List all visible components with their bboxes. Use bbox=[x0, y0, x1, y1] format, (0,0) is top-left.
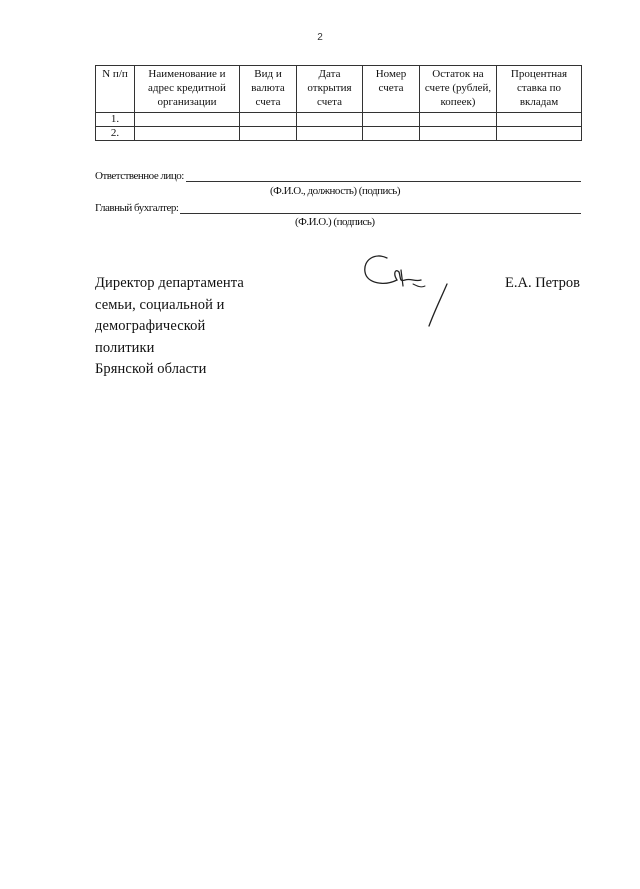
table-cell: 1. bbox=[96, 113, 135, 127]
responsible-caption: (Ф.И.О., должность) (подпись) bbox=[270, 185, 400, 197]
table-cell: 2. bbox=[96, 127, 135, 141]
table-row bbox=[96, 113, 582, 127]
responsible-rule bbox=[186, 172, 581, 182]
table-cell bbox=[497, 113, 582, 127]
table-row bbox=[96, 127, 582, 141]
table-cell bbox=[363, 113, 420, 127]
director-title-line: Директор департамента bbox=[95, 275, 244, 291]
responsible-label: Ответственное лицо: bbox=[95, 170, 184, 182]
table-cell bbox=[420, 127, 497, 141]
header-interest-rate: Процентная ставка по вкладам bbox=[497, 66, 582, 113]
header-bank-name: Наименование и адрес кредитной организации bbox=[135, 66, 240, 113]
director-title-line: семьи, социальной и bbox=[95, 296, 225, 313]
header-open-date: Дата открытия счета bbox=[297, 66, 363, 113]
responsible-signature-line bbox=[95, 170, 581, 182]
accountant-label: Главный бухгалтер: bbox=[95, 202, 179, 214]
director-title bbox=[95, 273, 244, 381]
table-cell bbox=[420, 113, 497, 127]
table-cell bbox=[135, 127, 240, 141]
table-header-row bbox=[96, 66, 582, 113]
header-account-number: Номер счета bbox=[363, 66, 420, 113]
table-cell bbox=[497, 127, 582, 141]
header-account-type: Вид и валюта счета bbox=[240, 66, 297, 113]
accountant-caption: (Ф.И.О.) (подпись) bbox=[295, 216, 375, 228]
signatory-name: Е.А. Петров bbox=[505, 275, 580, 291]
accountant-rule bbox=[180, 204, 581, 214]
table-cell bbox=[240, 113, 297, 127]
table-cell bbox=[135, 113, 240, 127]
table-cell bbox=[240, 127, 297, 141]
accounts-table bbox=[95, 65, 582, 141]
table-cell bbox=[297, 127, 363, 141]
header-number: N п/п bbox=[96, 66, 135, 113]
director-title-line: политики bbox=[95, 339, 155, 356]
accountant-signature-line bbox=[95, 202, 581, 214]
table-cell bbox=[297, 113, 363, 127]
handwritten-signature bbox=[355, 250, 455, 330]
director-title-line: Брянской области bbox=[95, 361, 207, 377]
table-cell bbox=[363, 127, 420, 141]
director-title-line: демографической bbox=[95, 318, 206, 334]
page-number: 2 bbox=[317, 32, 323, 43]
header-balance: Остаток на счете (рублей, копеек) bbox=[420, 66, 497, 113]
